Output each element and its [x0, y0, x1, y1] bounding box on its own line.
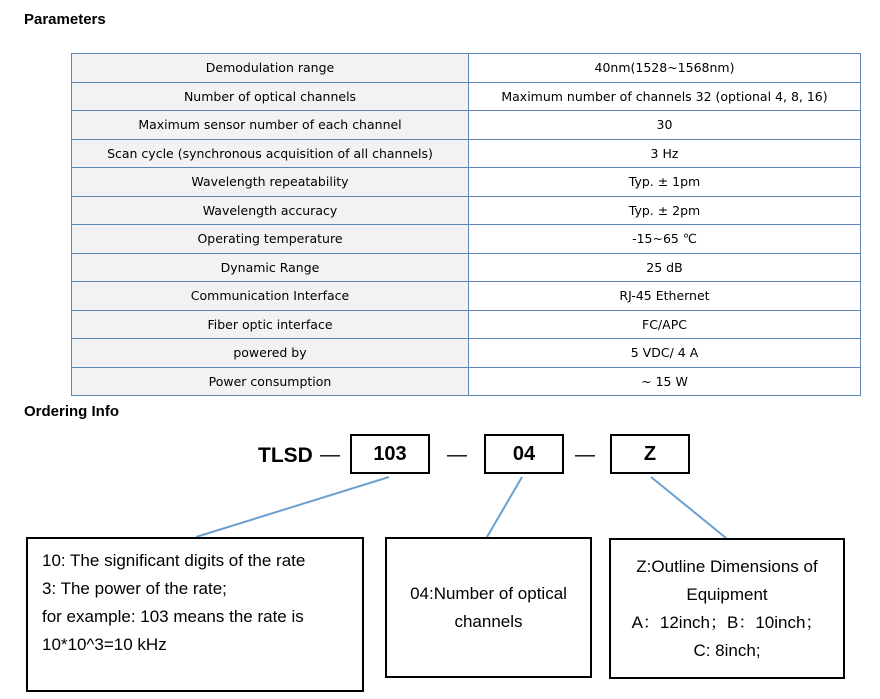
param-name-cell: Fiber optic interface — [72, 310, 469, 339]
param-value-cell: ~ 15 W — [469, 367, 861, 396]
dash-separator: — — [447, 444, 467, 466]
rate-desc-line: 10*10^3=10 kHz — [42, 635, 167, 654]
connector-line-rate — [196, 477, 389, 537]
model-prefix: TLSD — [258, 444, 313, 467]
param-name-cell: Wavelength repeatability — [72, 168, 469, 197]
dash-separator: — — [575, 444, 595, 466]
param-name-cell: Maximum sensor number of each channel — [72, 111, 469, 140]
param-value-cell: 5 VDC/ 4 A — [469, 339, 861, 368]
code-box-rate: 103 — [350, 434, 430, 474]
param-value-cell: Typ. ± 1pm — [469, 168, 861, 197]
parameters-heading: Parameters — [24, 11, 106, 28]
connector-line-channels — [487, 477, 522, 537]
rate-desc-line: 3: The power of the rate; — [42, 579, 227, 598]
code-box-outline: Z — [610, 434, 690, 474]
dash-separator: — — [320, 444, 340, 466]
outline-desc-line: Z:Outline Dimensions of — [636, 556, 818, 576]
rate-desc-line: for example: 103 means the rate is — [42, 607, 304, 626]
param-name-cell: Number of optical channels — [72, 82, 469, 111]
param-name-cell: Power consumption — [72, 367, 469, 396]
param-name-cell: Operating temperature — [72, 225, 469, 254]
param-value-cell: 40nm(1528~1568nm) — [469, 54, 861, 83]
param-name-cell: Communication Interface — [72, 282, 469, 311]
param-value-cell: RJ-45 Ethernet — [469, 282, 861, 311]
param-value-cell: Typ. ± 2pm — [469, 196, 861, 225]
param-name-cell: Wavelength accuracy — [72, 196, 469, 225]
channels-description-box — [385, 537, 592, 678]
param-name-cell: powered by — [72, 339, 469, 368]
param-name-cell: Demodulation range — [72, 54, 469, 83]
outline-desc-line: C: 8inch; — [693, 640, 761, 660]
param-value-cell: 30 — [469, 111, 861, 140]
connector-line-outline — [651, 477, 726, 538]
outline-desc-line: A：12inch；B：10inch； — [631, 612, 823, 632]
param-value-cell: 25 dB — [469, 253, 861, 282]
outline-description-box — [609, 538, 845, 679]
channels-desc-line: 04:Number of optical — [410, 583, 567, 603]
param-value-cell: 3 Hz — [469, 139, 861, 168]
code-box-channels: 04 — [484, 434, 564, 474]
outline-desc-line: Equipment — [686, 584, 768, 604]
ordering-info-heading: Ordering Info — [24, 403, 119, 420]
rate-description-box — [26, 537, 364, 692]
param-value-cell: Maximum number of channels 32 (optional 4, 8, 16) — [469, 82, 861, 111]
rate-desc-line: 10: The significant digits of the rate — [42, 551, 306, 570]
channels-desc-line: channels — [454, 611, 523, 631]
param-name-cell: Dynamic Range — [72, 253, 469, 282]
param-name-cell: Scan cycle (synchronous acquisition of all channels) — [72, 139, 469, 168]
param-value-cell: -15~65 ℃ — [469, 225, 861, 254]
param-value-cell: FC/APC — [469, 310, 861, 339]
